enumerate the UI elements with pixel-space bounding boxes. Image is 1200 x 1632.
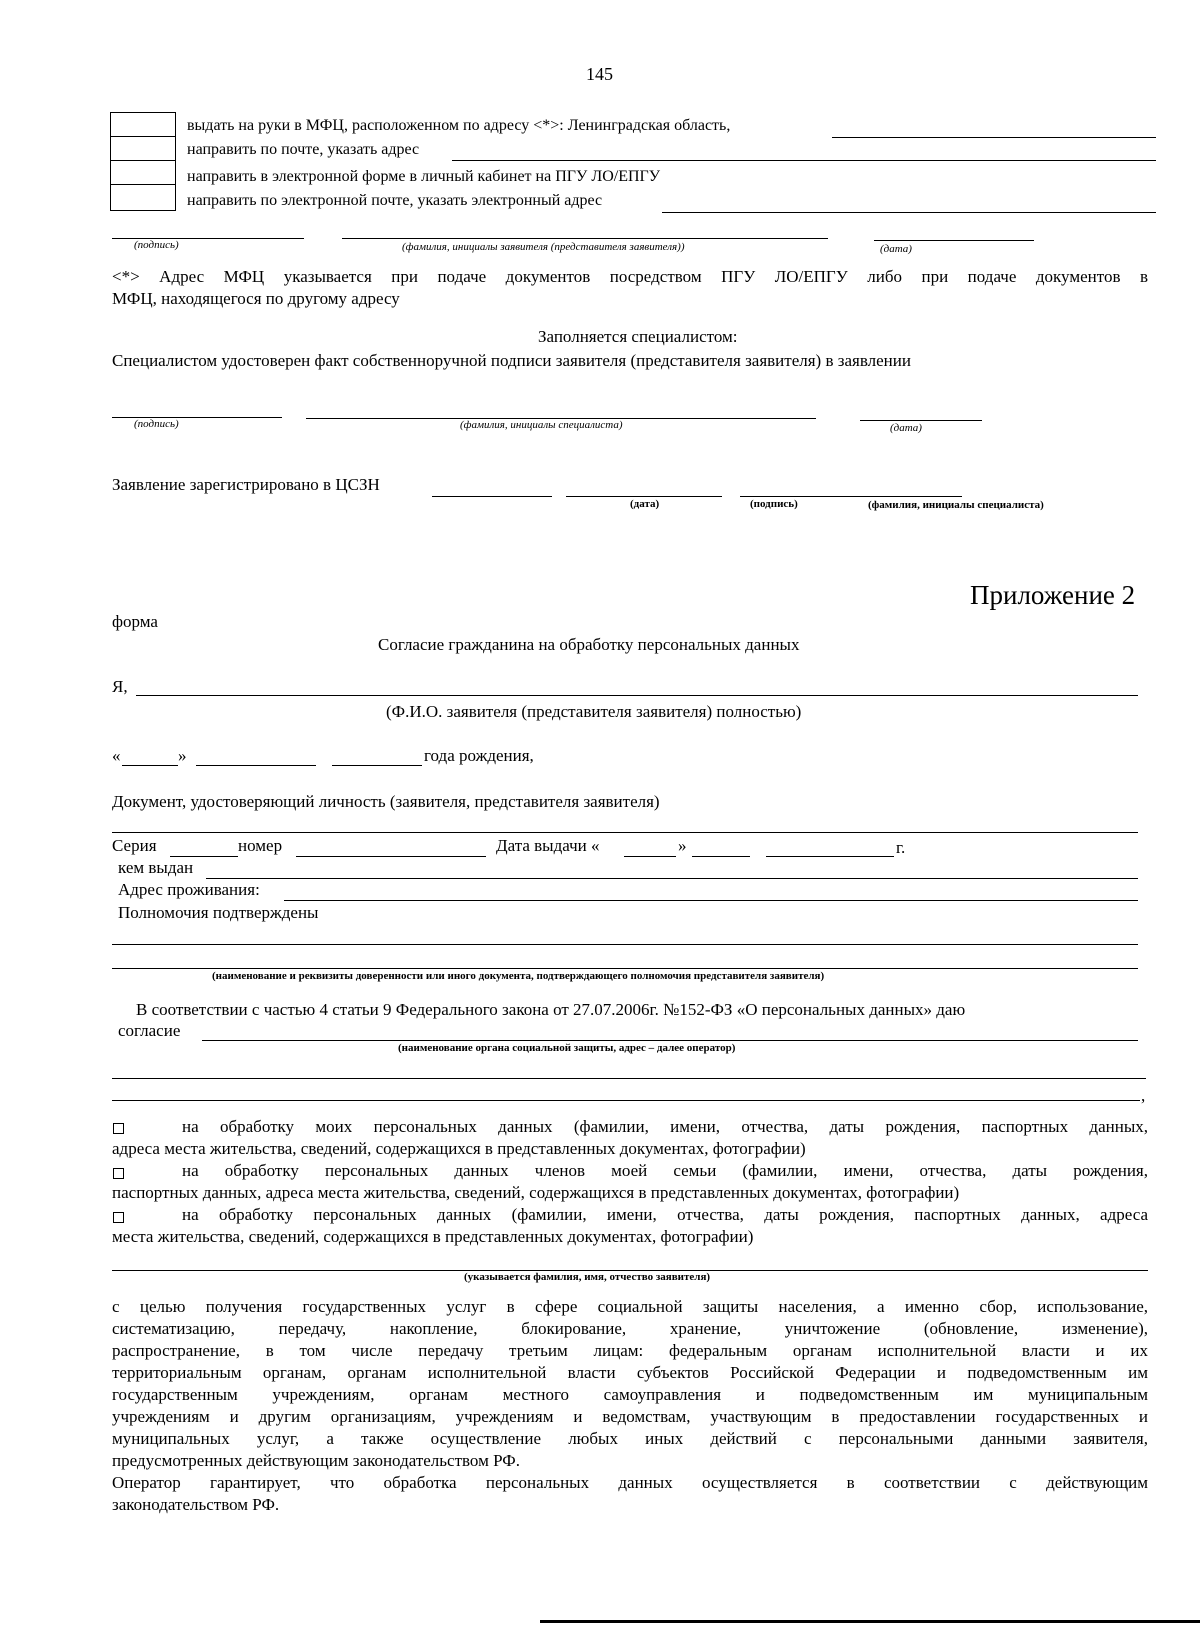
page-number: 145 (586, 64, 613, 84)
form-label: форма (112, 612, 158, 631)
reg-signature-line[interactable] (740, 496, 962, 497)
polnomochiya-field-2[interactable] (112, 968, 1138, 969)
purpose-line: распространение, в том числе передачу третьим лицам: федеральным органам исполнительной власти и их (112, 1341, 1148, 1360)
operator-field-2[interactable] (112, 1078, 1146, 1079)
mfc-note-line2: МФЦ, находящегося по другому адресу (112, 289, 400, 308)
operator-field[interactable] (202, 1040, 1138, 1041)
registration-text: Заявление зарегистрировано в ЦСЗН (112, 475, 380, 494)
issue-close-quote: » (678, 836, 687, 855)
operator-field-3[interactable] (112, 1100, 1140, 1101)
option-family-line1: на обработку персональных данных членов моей семьи (фамилии, имени, отчества, даты рождения, (182, 1161, 1148, 1180)
fio-caption: (Ф.И.О. заявителя (представителя заявителя) полностью) (386, 702, 802, 721)
option-own-line1: на обработку моих персональных данных (фамилии, имени, отчества, даты рождения, паспортных данных, (182, 1117, 1148, 1136)
purpose-line: учреждениям и другим организациям, учреждениям и ведомствам, участвующим в предоставлении государственных и (112, 1407, 1148, 1426)
option-other-line2: места жительства, сведений, содержащихся в представленных документах, фотографии) (112, 1227, 754, 1246)
sig1-podpis-caption: (подпись) (134, 239, 179, 251)
sig1-date-line[interactable] (874, 240, 1034, 241)
reg-fio-caption: (фамилия, инициалы специалиста) (868, 499, 1044, 511)
g-label: г. (896, 838, 906, 857)
consent-title: Согласие гражданина на обработку персональных данных (378, 635, 800, 654)
doverennost-caption: (наименование и реквизиты доверенности или иного документа, подтверждающего полномочия представителя заявителя) (212, 970, 825, 982)
checkbox-deliver-email[interactable] (110, 184, 176, 211)
fio-field[interactable] (136, 695, 1138, 696)
spec-podpis-caption: (подпись) (134, 418, 179, 430)
issue-day-field[interactable] (624, 856, 676, 857)
spec-date-caption: (дата) (890, 422, 922, 434)
purpose-line: государственным учреждениям, органам местного самоуправления и подведомственным им муниципальным (112, 1385, 1148, 1404)
fio-zayavitelya-caption: (указывается фамилия, имя, отчество заявителя) (464, 1271, 711, 1283)
checkbox-deliver-portal[interactable] (110, 160, 176, 185)
checkbox-deliver-mfc[interactable] (110, 112, 176, 137)
sig1-fio-line[interactable] (342, 238, 828, 239)
delivery-option-portal: направить в электронной форме в личный кабинет на ПГУ ЛО/ЕПГУ (187, 168, 661, 185)
soglasie-label: согласие (118, 1021, 181, 1040)
checkbox-deliver-post[interactable] (110, 136, 176, 161)
email-address-field[interactable] (662, 212, 1156, 213)
option-checkbox-other[interactable] (113, 1212, 124, 1223)
reg-podpis-caption: (подпись) (750, 498, 798, 510)
operator-caption: (наименование органа социальной защиты, адрес – далее оператор) (398, 1042, 736, 1054)
guarantee-line: Оператор гарантирует, что обработка персональных данных осуществляется в соответствии с действующим (112, 1473, 1148, 1492)
option-other-line1: на обработку персональных данных (фамилии, имени, отчества, даты рождения, паспортных данных, адреса (182, 1205, 1148, 1224)
law-line1: В соответствии с частью 4 статьи 9 Федерального закона от 27.07.2006г. №152-ФЗ «О персональных данных» даю (136, 1000, 966, 1019)
adres-label: Адрес проживания: (118, 880, 260, 899)
mfc-note-line1: <*> Адрес МФЦ указывается при подаче документов посредством ПГУ ЛО/ЕПГУ либо при подаче документов в (112, 267, 1148, 286)
kem-vydan-label: кем выдан (118, 858, 194, 877)
reg-line-1[interactable] (432, 496, 552, 497)
scan-edge-line (540, 1620, 1200, 1623)
spec-date-line[interactable] (860, 420, 982, 421)
specialist-heading: Заполняется специалистом: (538, 327, 738, 346)
birth-year-field[interactable] (332, 765, 422, 766)
polnomochiya-field[interactable] (112, 944, 1138, 945)
birth-close-quote: » (178, 746, 187, 765)
spec-fio-caption: (фамилия, инициалы специалиста) (460, 419, 623, 431)
document-field[interactable] (112, 832, 1138, 833)
seriya-field[interactable] (170, 856, 238, 857)
reg-date-caption: (дата) (630, 498, 660, 510)
purpose-line: предусмотренных действующим законодательством РФ. (112, 1451, 520, 1470)
purpose-line: территориальным органам, органам исполнительной власти субъектов Российской Федерации и подведомственным им (112, 1363, 1148, 1382)
document-label: Документ, удостоверяющий личность (заявителя, представителя заявителя) (112, 792, 660, 811)
mfc-address-field[interactable] (832, 137, 1156, 138)
birth-open-quote: « (112, 746, 121, 765)
kem-vydan-field[interactable] (206, 878, 1138, 879)
post-address-field[interactable] (452, 160, 1156, 161)
option-own-line2: адреса места жительства, сведений, содержащихся в представленных документах, фотографии) (112, 1139, 806, 1158)
sig1-fio-caption: (фамилия, инициалы заявителя (представителя заявителя)) (402, 241, 685, 253)
ya-label: Я, (112, 677, 128, 696)
specialist-text: Специалистом удостоверен факт собственноручной подписи заявителя (представителя заявителя) в заявлении (112, 351, 911, 370)
guarantee-line: законодательством РФ. (112, 1495, 280, 1514)
purpose-line: систематизацию, передачу, накопление, блокирование, хранение, уничтожение (обновление, изменение), (112, 1319, 1148, 1338)
sig1-date-caption: (дата) (880, 243, 912, 255)
issue-year-field[interactable] (766, 856, 894, 857)
reg-date-line[interactable] (566, 496, 722, 497)
option-family-line2: паспортных данных, адреса места жительства, сведений, содержащихся в представленных документах, фотографии) (112, 1183, 960, 1202)
birth-month-field[interactable] (196, 765, 316, 766)
option-checkbox-own[interactable] (113, 1123, 124, 1134)
guarantee-paragraph (112, 1472, 1148, 1516)
purpose-line: муниципальных услуг, а также осуществление любых иных действий с персональными данными заявителя, (112, 1429, 1148, 1448)
polnomochiya-label: Полномочия подтверждены (118, 903, 319, 922)
data-vydachi-label: Дата выдачи « (496, 836, 600, 855)
issue-month-field[interactable] (692, 856, 750, 857)
adres-field[interactable] (284, 900, 1138, 901)
birth-day-field[interactable] (122, 765, 178, 766)
purpose-line: с целью получения государственных услуг в сфере социальной защиты населения, а именно сбор, использование, (112, 1297, 1148, 1316)
seriya-label: Серия (112, 836, 157, 855)
purpose-paragraph (112, 1296, 1148, 1472)
operator-comma: , (1141, 1086, 1146, 1105)
option-checkbox-family[interactable] (113, 1168, 124, 1179)
delivery-option-mfc: выдать на руки в МФЦ, расположенном по адресу <*>: Ленинградская область, (187, 117, 731, 134)
nomer-field[interactable] (296, 856, 486, 857)
delivery-option-post: направить по почте, указать адрес (187, 141, 420, 158)
delivery-option-email: направить по электронной почте, указать электронный адрес (187, 192, 603, 209)
birth-suffix: года рождения, (424, 746, 534, 765)
appendix-title: Приложение 2 (970, 580, 1136, 610)
nomer-label: номер (238, 836, 283, 855)
